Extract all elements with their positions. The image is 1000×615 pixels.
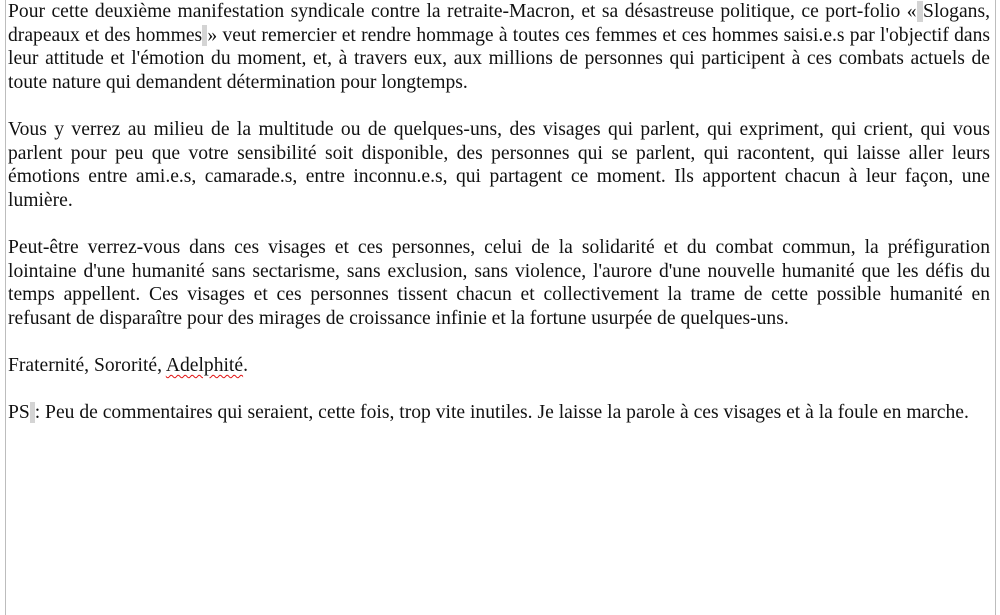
document-text-area[interactable] [8, 0, 990, 448]
paragraph-fraternity-before: Fraternité, Sororité, [8, 354, 166, 376]
portfolio-title: Slogans, drapeaux et des hommes [8, 1, 990, 46]
paragraph-faces: Vous y verrez au milieu de la multitude ou de quelques-uns, des visages qui parlent, qui expriment, qui crient, qui vous parlent pour peu que votre sensibilité soit disponible, des personnes qui se parlent, qui racontent, qui laisse aller leurs émotions entre ami.e.s, camarade.s, entre inconnu.e.s, qui partagent ce moment. Ils apportent chacun à leur façon, une lumière. [8, 118, 990, 211]
paragraph-fraternity [8, 354, 990, 378]
paragraph-intro-after: » veut remercier et rendre hommage à toutes ces femmes et ces hommes saisi.e.s par l'objectif dans leur attitude et l'émotion du moment, et, à travers eux, aux millions de personnes qui participent à ces combats actuels de toute nature qui demandent détermination pour longtemps. [8, 24, 991, 93]
ps-label: PS [8, 402, 30, 424]
page-left-border [5, 0, 6, 615]
paragraph-fraternity-after: . [243, 354, 248, 376]
paragraph-intro-before: Pour cette deuxième manifestation syndicale contre la retraite-Macron, et sa désastreuse politique, ce port-folio « [8, 1, 917, 22]
paragraph-ps [8, 401, 990, 425]
misspelled-word[interactable]: Adelphité [165, 354, 244, 376]
paragraph-intro [8, 0, 990, 94]
paragraph-humanity: Peut-être verrez-vous dans ces visages et ces personnes, celui de la solidarité et du combat commun, la préfiguration lointaine d'une humanité sans sectarisme, sans exclusion, sans violence, l'aurore d'une nouvelle humanité que les défis du temps appellent. Ces visages et ces personnes tissent chacun et collectivement la trame de cette possible humanité en refusant de disparaître pour des mirages de croissance infinie et la fortune usurpée de quelques-uns. [8, 236, 990, 329]
paragraph-ps-after: : Peu de commentaires qui seraient, cette fois, trop vite inutiles. Je laisse la parole à ces visages et à la foule en marche. [34, 402, 969, 424]
page-right-border [995, 0, 996, 615]
